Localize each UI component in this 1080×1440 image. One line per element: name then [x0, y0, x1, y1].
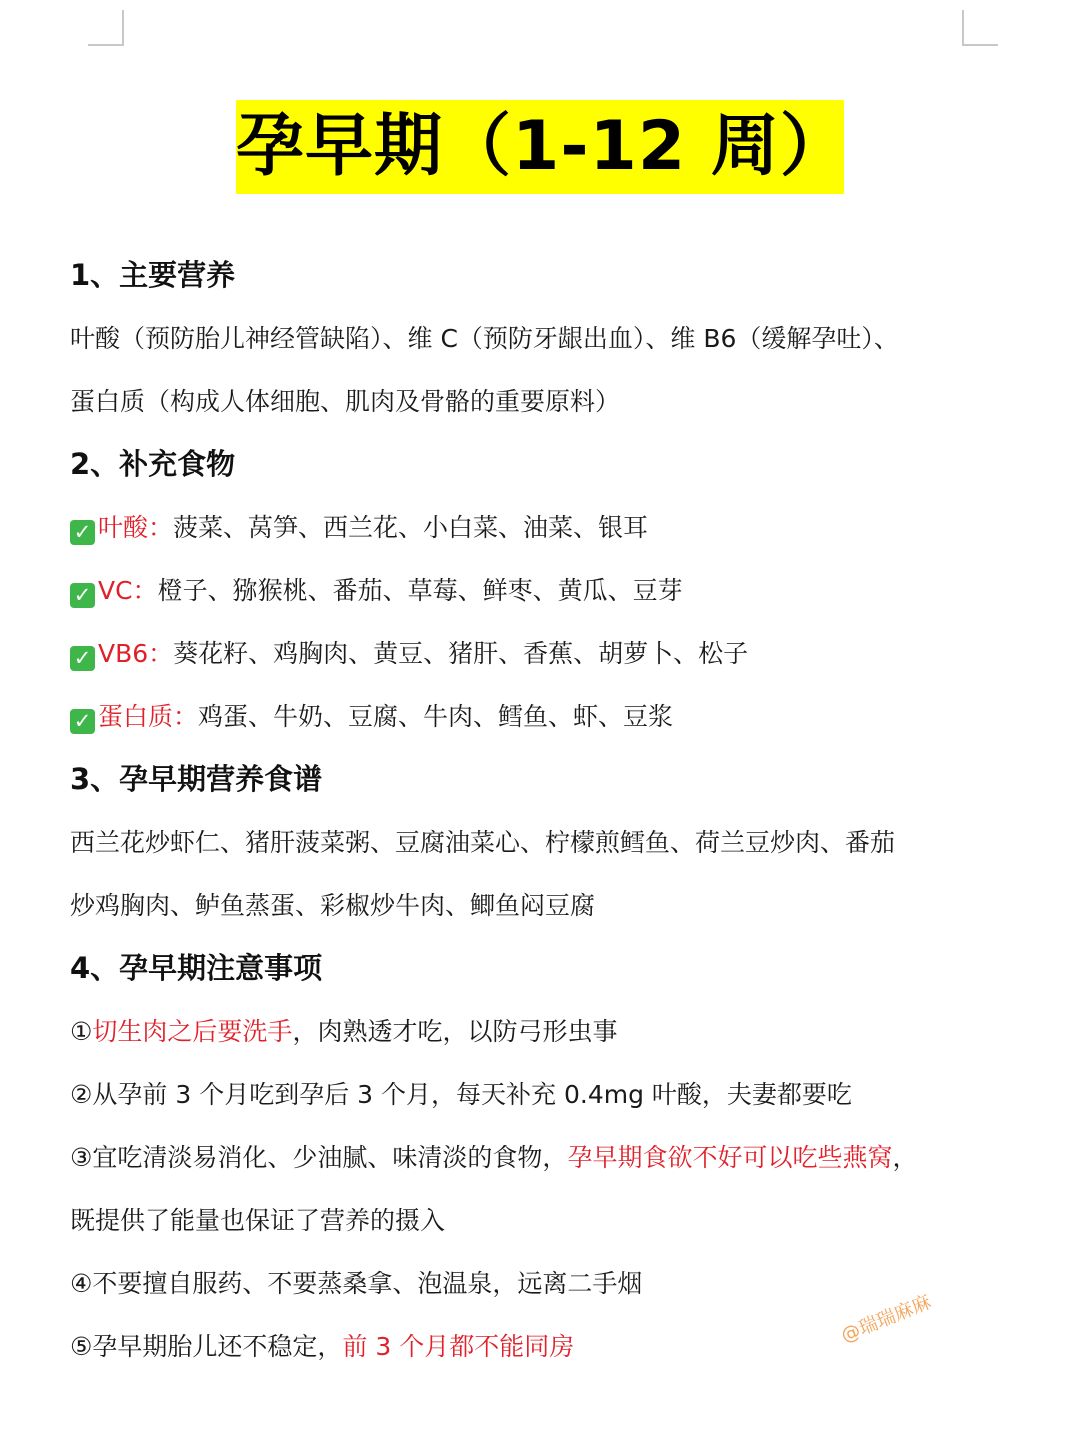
item-number: ⑤ [70, 1332, 93, 1361]
section-heading-nutrition: 1、主要营养 [70, 258, 236, 292]
item-text: 从孕前 3 个月吃到孕后 3 个月，每天补充 0.4mg 叶酸，夫妻都要吃 [92, 1080, 852, 1109]
food-item-text: 葵花籽、鸡胸肉、黄豆、猪肝、香蕉、胡萝卜、松子 [173, 639, 749, 668]
precaution-item-3-continued: 既提供了能量也保证了营养的摄入 [70, 1206, 446, 1235]
highlight-text: 切生肉之后要洗手 [92, 1017, 293, 1046]
precaution-item-2 [70, 1063, 1030, 1126]
item-number: ② [70, 1080, 93, 1109]
item-text-tail: ， [892, 1143, 918, 1172]
food-item-label: 蛋白质： [98, 702, 199, 731]
check-mark-icon: ✓ [70, 583, 95, 608]
food-item-text: 菠菜、莴笋、西兰花、小白菜、油菜、银耳 [173, 513, 649, 542]
nutrition-line-1: 叶酸（预防胎儿神经管缺陷）、维 C（预防牙龈出血）、维 B6（缓解孕吐）、 [70, 324, 899, 353]
precaution-item-3 [70, 1126, 1030, 1189]
check-mark-icon: ✓ [70, 646, 95, 671]
check-mark-icon: ✓ [70, 520, 95, 545]
item-number: ④ [70, 1269, 93, 1298]
food-item-vc [70, 559, 1030, 622]
food-item-protein [70, 685, 1030, 748]
recipes-line-1: 西兰花炒虾仁、猪肝菠菜粥、豆腐油菜心、柠檬煎鳕鱼、荷兰豆炒肉、番茄 [70, 828, 896, 857]
food-item-vb6 [70, 622, 1030, 685]
precaution-item-1 [70, 1000, 1030, 1063]
page-corner-mark-top-left [88, 10, 124, 46]
food-item-label: 叶酸： [98, 513, 174, 542]
check-mark-icon: ✓ [70, 709, 95, 734]
item-text: 宜吃清淡易消化、少油腻、味清淡的食物， [92, 1143, 568, 1172]
item-text: ，肉熟透才吃，以防弓形虫事 [292, 1017, 618, 1046]
food-item-folic-acid [70, 496, 1030, 559]
section-heading-recipes: 3、孕早期营养食谱 [70, 762, 323, 796]
title-area [0, 100, 1080, 194]
food-item-label: VB6： [98, 639, 174, 668]
nutrition-line-2: 蛋白质（构成人体细胞、肌肉及骨骼的重要原料） [70, 387, 621, 416]
page-corner-mark-top-right [962, 10, 998, 46]
item-number: ① [70, 1017, 93, 1046]
highlight-text: 前 3 个月都不能同房 [342, 1332, 575, 1361]
watermark: @瑞瑞麻麻 [837, 1290, 935, 1347]
section-heading-precautions: 4、孕早期注意事项 [70, 951, 323, 985]
food-item-label: VC： [98, 576, 158, 605]
document-body [70, 244, 1030, 1378]
item-text: 不要擅自服药、不要蒸桑拿、泡温泉，远离二手烟 [92, 1269, 643, 1298]
food-item-text: 鸡蛋、牛奶、豆腐、牛肉、鳕鱼、虾、豆浆 [198, 702, 674, 731]
section-heading-foods: 2、补充食物 [70, 447, 236, 481]
food-item-text: 橙子、猕猴桃、番茄、草莓、鲜枣、黄瓜、豆芽 [157, 576, 683, 605]
recipes-line-2: 炒鸡胸肉、鲈鱼蒸蛋、彩椒炒牛肉、鲫鱼闷豆腐 [70, 891, 596, 920]
highlight-text: 孕早期食欲不好可以吃些燕窝 [567, 1143, 893, 1172]
item-number: ③ [70, 1143, 93, 1172]
item-text: 孕早期胎儿还不稳定， [92, 1332, 343, 1361]
page-title: 孕早期（1-12 周） [236, 100, 844, 194]
